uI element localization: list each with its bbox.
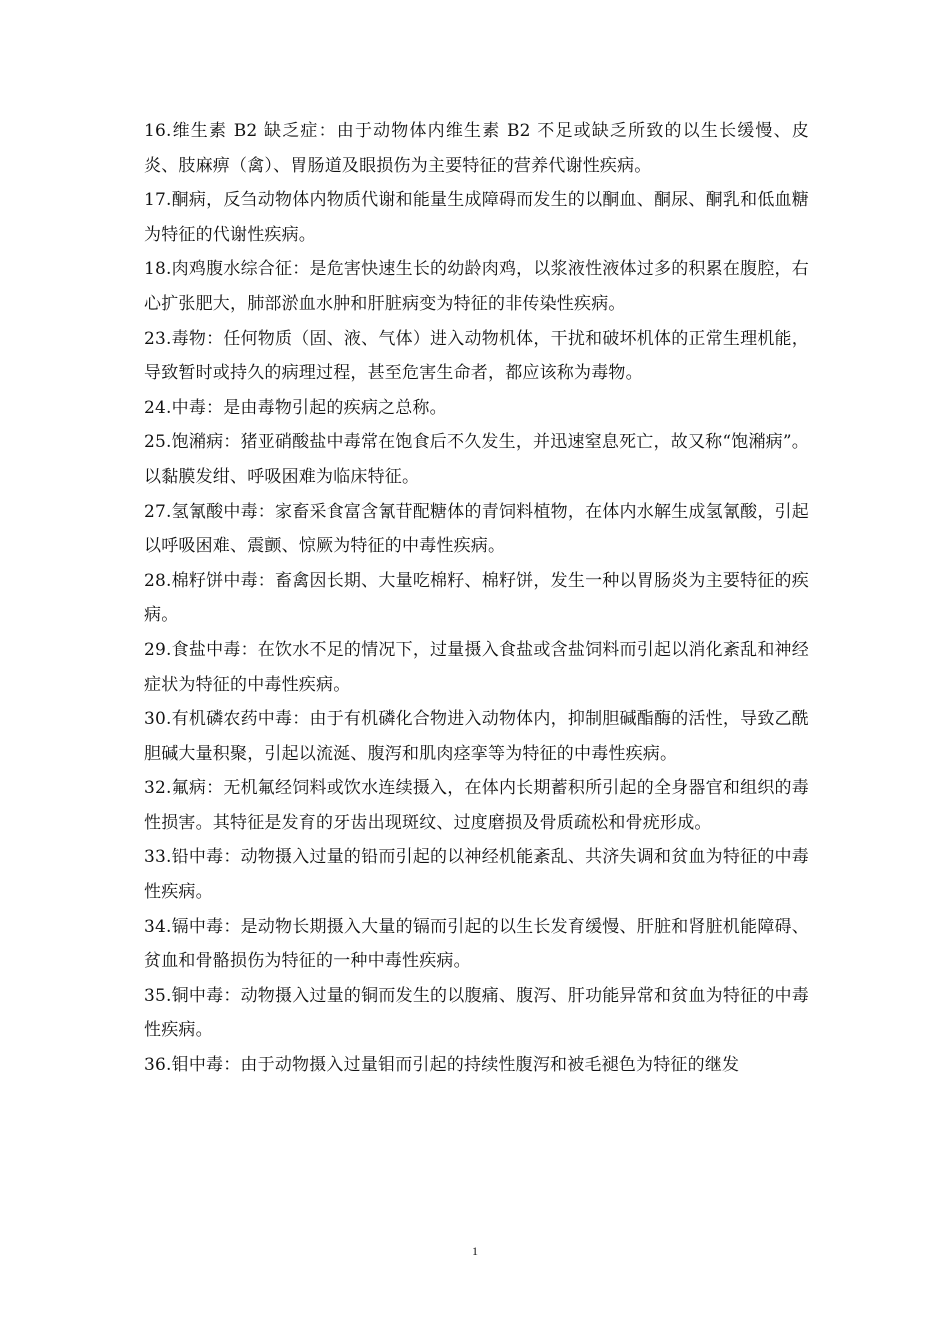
paragraph-23-poison: 23.毒物：任何物质（固、液、气体）进入动物机体，干扰和破坏机体的正常生理机能，导致暂时或持久的病理过程，甚至危害生命者，都应该称为毒物。 — [144, 328, 809, 384]
paragraph-36-molybdenum: 36.钼中毒：由于动物摄入过量钼而引起的持续性腹泻和被毛褪色为特征的继发 — [144, 1055, 740, 1076]
paragraph-30-organophosphate: 30.有机磷农药中毒：由于有机磷化合物进入动物体内，抑制胆碱酯酶的活性，导致乙酰胆碱大量积聚，引起以流涎、腹泻和肌肉痉挛等为特征的中毒性疾病。 — [144, 709, 809, 764]
paragraph-24-poisoning: 24.中毒：是由毒物引起的疾病之总称。 — [144, 397, 447, 418]
paragraph-17-ketosis: 17.酮病，反刍动物体内物质代谢和能量生成障碍而发生的以酮血、酮尿、酮乳和低血糖为特征的代谢性疾病。 — [144, 190, 809, 245]
paragraph-35-copper: 35.铜中毒：动物摄入过量的铜而发生的以腹痛、腹泻、肝功能异常和贫血为特征的中毒性疾病。 — [144, 985, 809, 1041]
paragraph-27-hcn: 27.氢氰酸中毒：家畜采食富含氰苷配糖体的青饲料植物，在体内水解生成氢氰酸，引起以呼吸困难、震颤、惊厥为特征的中毒性疾病。 — [144, 501, 809, 557]
paragraph-25-nitrite: 25.饱潲病：猪亚硝酸盐中毒常在饱食后不久发生，并迅速窒息死亡，故又称“饱潲病”。以黏膜发绀、呼吸困难为临床特征。 — [144, 432, 809, 487]
document-body — [144, 114, 809, 1083]
paragraph-34-cadmium: 34.镉中毒：是动物长期摄入大量的镉而引起的以生长发育缓慢、肝脏和肾脏机能障碍、贫血和骨骼损伤为特征的一种中毒性疾病。 — [144, 916, 809, 972]
page-number: 1 — [472, 1244, 478, 1258]
paragraph-29-salt: 29.食盐中毒：在饮水不足的情况下，过量摄入食盐或含盐饲料而引起以消化紊乱和神经症状为特征的中毒性疾病。 — [144, 639, 809, 695]
paragraph-18-ascites-syndrome: 18.肉鸡腹水综合征：是危害快速生长的幼龄肉鸡，以浆液性液体过多的积累在腹腔，右心扩张肥大，肺部淤血水肿和肝脏病变为特征的非传染性疾病。 — [144, 259, 809, 314]
paragraph-32-fluorosis: 32.氟病：无机氟经饲料或饮水连续摄入，在体内长期蓄积所引起的全身器官和组织的毒性损害。其特征是发育的牙齿出现斑纹、过度磨损及骨质疏松和骨疣形成。 — [144, 778, 809, 833]
paragraph-33-lead: 33.铅中毒：动物摄入过量的铅而引起的以神经机能紊乱、共济失调和贫血为特征的中毒性疾病。 — [144, 847, 809, 903]
paragraph-28-cottonseed: 28.棉籽饼中毒：畜禽因长期、大量吃棉籽、棉籽饼，发生一种以胃肠炎为主要特征的疾病。 — [144, 570, 809, 626]
paragraph-16-vitamin-b2: 16.维生素 B2 缺乏症：由于动物体内维生素 B2 不足或缺乏所致的以生长缓慢、皮炎、肢麻痹（禽）、胃肠道及眼损伤为主要特征的营养代谢性疾病。 — [144, 121, 809, 176]
